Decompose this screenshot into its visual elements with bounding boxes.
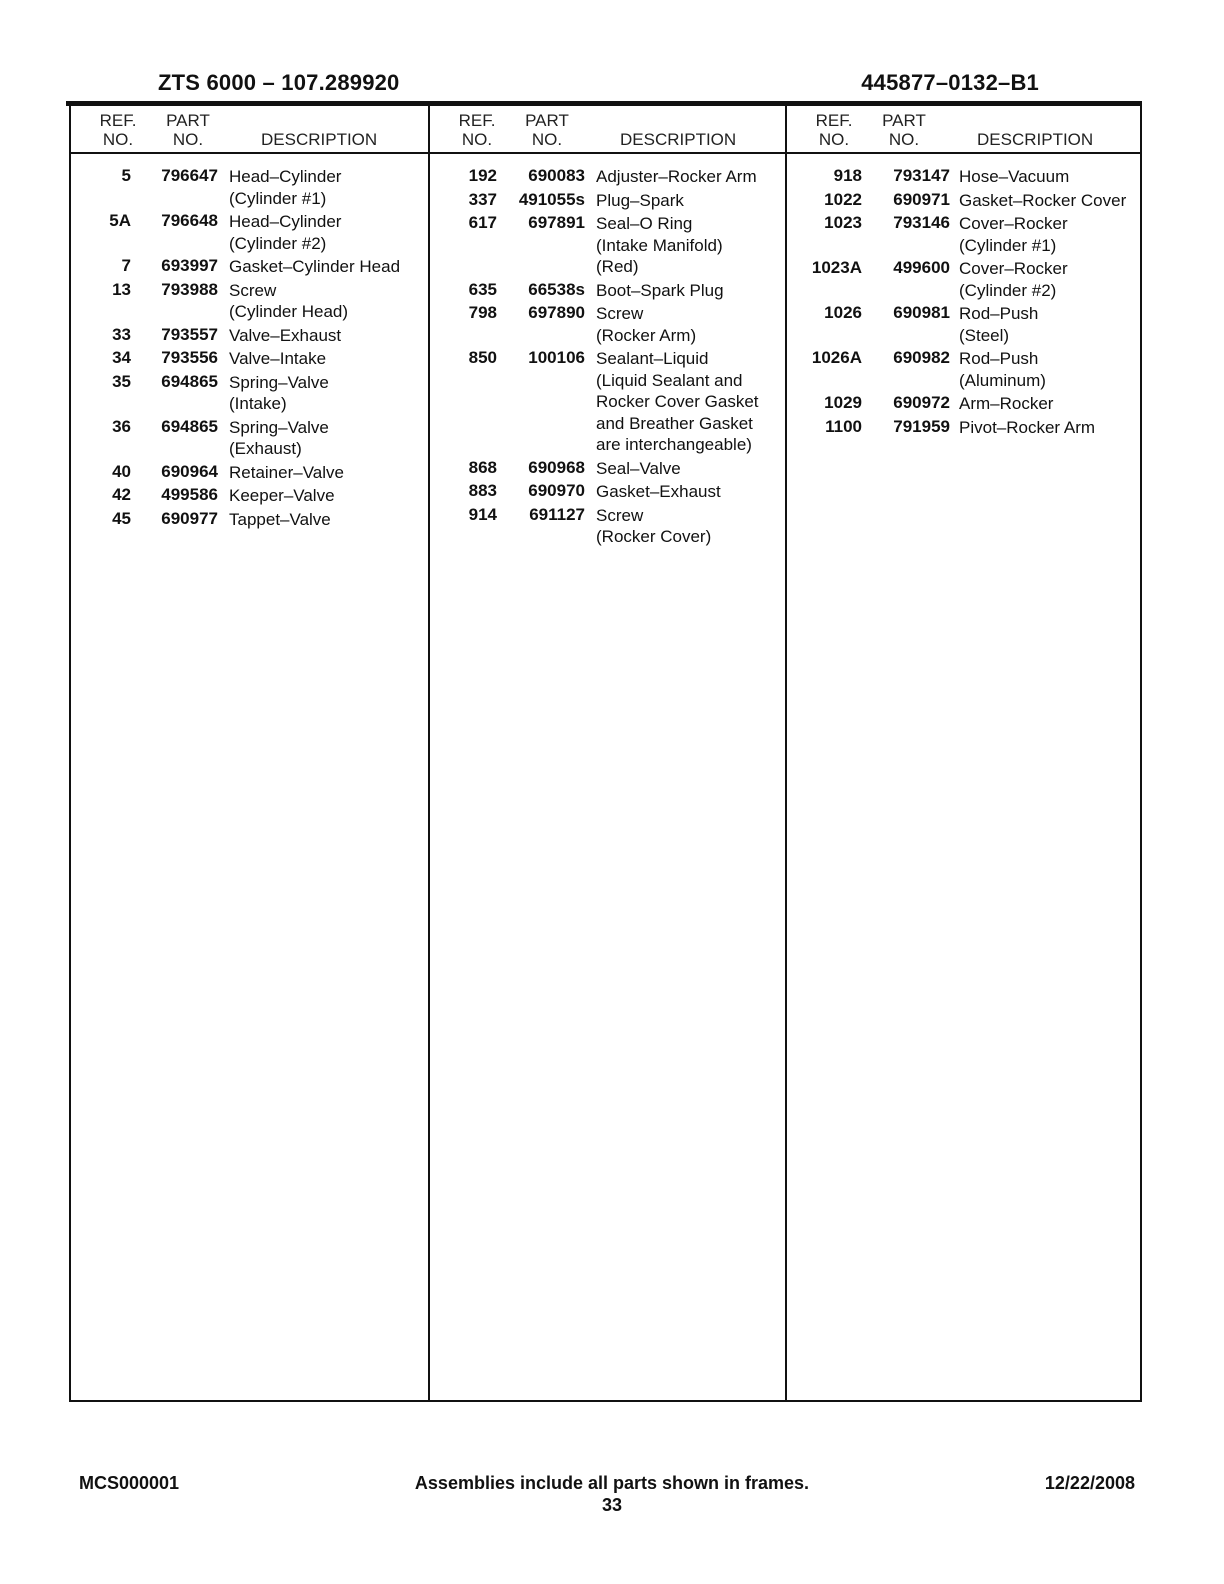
description-line: (Cylinder #2) bbox=[229, 233, 327, 253]
part-description bbox=[229, 372, 428, 415]
part-description bbox=[229, 211, 428, 254]
description-line: Gasket–Cylinder Head bbox=[229, 257, 401, 276]
description-line: Cover–Rocker bbox=[959, 214, 1068, 233]
column-header bbox=[71, 106, 428, 154]
description-line: Arm–Rocker bbox=[959, 394, 1054, 413]
description-line: (Steel) bbox=[959, 325, 1010, 345]
table-row bbox=[71, 372, 428, 415]
part-description bbox=[959, 258, 1140, 301]
description-line: Hose–Vacuum bbox=[959, 167, 1070, 186]
part-no-header: PART NO. bbox=[525, 111, 569, 149]
part-no: 793988 bbox=[161, 279, 218, 299]
part-no: 499586 bbox=[161, 485, 218, 504]
ref-no: 337 bbox=[468, 189, 497, 209]
part-no: 690968 bbox=[528, 457, 585, 477]
description-line: (Aluminum) bbox=[959, 370, 1046, 390]
part-no: 796647 bbox=[161, 166, 218, 185]
part-description bbox=[959, 303, 1140, 346]
ref-no: 35 bbox=[112, 371, 131, 391]
part-description bbox=[596, 348, 785, 456]
part-description bbox=[229, 417, 428, 460]
part-no: 100106 bbox=[528, 348, 585, 367]
part-description bbox=[596, 213, 785, 278]
table-row bbox=[71, 280, 428, 323]
table-row bbox=[71, 256, 428, 278]
column-header bbox=[430, 106, 785, 154]
ref-no: 1029 bbox=[824, 393, 862, 412]
part-description bbox=[959, 190, 1140, 212]
table-row bbox=[787, 166, 1140, 188]
ref-no: 635 bbox=[468, 279, 497, 299]
part-no: 690970 bbox=[528, 481, 585, 500]
ref-no: 7 bbox=[121, 256, 131, 275]
description-line: (Red) bbox=[596, 257, 639, 276]
description-line: Spring–Valve bbox=[229, 372, 329, 392]
description-line: Boot–Spark Plug bbox=[596, 280, 724, 300]
table-row bbox=[71, 462, 428, 484]
description-header: DESCRIPTION bbox=[620, 130, 737, 149]
description-line: Retainer–Valve bbox=[229, 462, 344, 482]
ref-no: 1026 bbox=[824, 303, 862, 322]
part-no: 793147 bbox=[893, 166, 950, 185]
parts-table bbox=[69, 106, 1142, 1402]
description-line: (Cylinder #2) bbox=[959, 280, 1057, 300]
ref-no: 192 bbox=[468, 166, 497, 185]
ref-no: 868 bbox=[468, 457, 497, 477]
part-description bbox=[596, 505, 785, 548]
part-no: 694865 bbox=[161, 416, 218, 436]
part-no: 690964 bbox=[161, 461, 218, 481]
description-line: Plug–Spark bbox=[596, 190, 684, 210]
ref-no: 914 bbox=[468, 504, 497, 524]
part-no: 793557 bbox=[161, 324, 218, 344]
part-description bbox=[596, 481, 785, 503]
ref-no: 42 bbox=[112, 485, 131, 504]
description-line: and Breather Gasket bbox=[596, 413, 753, 433]
description-line: Adjuster–Rocker Arm bbox=[596, 167, 757, 186]
part-no: 791959 bbox=[893, 416, 950, 436]
part-description bbox=[596, 166, 785, 188]
part-no: 796648 bbox=[161, 211, 218, 230]
description-line: Cover–Rocker bbox=[959, 259, 1068, 278]
table-row bbox=[430, 213, 785, 278]
ref-no: 798 bbox=[468, 303, 497, 322]
ref-no: 1023 bbox=[824, 213, 862, 232]
part-no: 793146 bbox=[893, 213, 950, 232]
description-line: Valve–Exhaust bbox=[229, 325, 342, 345]
table-row bbox=[71, 325, 428, 347]
ref-no-header: REF. NO. bbox=[815, 111, 853, 149]
description-line: Screw bbox=[596, 304, 644, 323]
table-row bbox=[71, 348, 428, 370]
ref-no: 45 bbox=[112, 508, 131, 528]
part-no: 690977 bbox=[161, 508, 218, 528]
table-row bbox=[71, 211, 428, 254]
table-row bbox=[787, 303, 1140, 346]
parts-column-2 bbox=[430, 106, 787, 1400]
model-title: ZTS 6000 – 107.289920 bbox=[158, 70, 400, 95]
description-line: (Rocker Arm) bbox=[596, 325, 697, 345]
table-row bbox=[430, 505, 785, 548]
parts-rows bbox=[430, 166, 785, 550]
part-description bbox=[596, 190, 785, 212]
ref-no-header: REF. NO. bbox=[99, 111, 137, 149]
table-row bbox=[71, 509, 428, 531]
ref-no: 1023A bbox=[811, 258, 862, 277]
part-description bbox=[959, 213, 1140, 256]
table-row bbox=[787, 213, 1140, 256]
ref-no: 850 bbox=[468, 348, 497, 367]
description-line: Sealant–Liquid bbox=[596, 349, 709, 368]
table-row bbox=[787, 393, 1140, 415]
part-no: 697890 bbox=[528, 303, 585, 322]
description-line: Rod–Push bbox=[959, 304, 1039, 323]
table-row bbox=[430, 458, 785, 480]
part-no-header: PART NO. bbox=[166, 111, 210, 149]
ref-no: 617 bbox=[468, 213, 497, 232]
part-description bbox=[959, 166, 1140, 188]
ref-no: 1100 bbox=[825, 416, 862, 436]
description-line: Seal–Valve bbox=[596, 458, 681, 478]
part-no: 690972 bbox=[893, 393, 950, 412]
part-description bbox=[229, 462, 428, 484]
ref-no: 13 bbox=[112, 279, 131, 299]
table-row bbox=[430, 280, 785, 302]
description-line: (Exhaust) bbox=[229, 439, 302, 458]
part-description bbox=[229, 509, 428, 531]
parts-rows bbox=[71, 166, 428, 532]
ref-no: 40 bbox=[112, 461, 131, 481]
description-line: Head–Cylinder bbox=[229, 212, 342, 231]
table-row bbox=[71, 417, 428, 460]
ref-no: 1022 bbox=[824, 189, 862, 209]
description-line: (Cylinder #1) bbox=[229, 188, 327, 208]
part-no: 491055s bbox=[518, 189, 585, 209]
part-description bbox=[596, 458, 785, 480]
description-line: (Liquid Sealant and bbox=[596, 370, 743, 390]
part-no: 690971 bbox=[893, 189, 950, 209]
document-code: 445877–0132–B1 bbox=[861, 70, 1039, 95]
part-description bbox=[229, 166, 428, 209]
footer-code: MCS000001 bbox=[79, 1473, 180, 1493]
part-description bbox=[959, 348, 1140, 391]
part-no-header: PART NO. bbox=[882, 111, 926, 149]
table-row bbox=[430, 303, 785, 346]
table-row bbox=[430, 190, 785, 212]
description-line: Rocker Cover Gasket bbox=[596, 392, 759, 411]
part-no: 499600 bbox=[893, 258, 950, 277]
part-description bbox=[959, 417, 1140, 439]
description-line: Screw bbox=[229, 280, 277, 300]
table-row bbox=[787, 417, 1140, 439]
footer-date: 12/22/2008 bbox=[1044, 1473, 1135, 1493]
footer-note: Assemblies include all parts shown in frames. bbox=[414, 1473, 810, 1493]
table-row bbox=[787, 348, 1140, 391]
part-no: 66538s bbox=[528, 279, 585, 299]
table-row bbox=[787, 190, 1140, 212]
ref-no: 33 bbox=[112, 324, 131, 344]
ref-no: 918 bbox=[833, 166, 862, 185]
description-line: (Intake) bbox=[229, 394, 287, 413]
description-line: Seal–O Ring bbox=[596, 214, 693, 233]
part-description bbox=[596, 280, 785, 302]
table-row bbox=[430, 481, 785, 503]
table-row bbox=[787, 258, 1140, 301]
description-line: (Cylinder #1) bbox=[959, 235, 1057, 255]
description-line: Valve–Intake bbox=[229, 349, 327, 368]
table-row bbox=[71, 166, 428, 209]
ref-no-header: REF. NO. bbox=[458, 111, 496, 149]
part-no: 690083 bbox=[528, 166, 585, 185]
part-description bbox=[229, 256, 428, 278]
table-row bbox=[430, 348, 785, 456]
part-no: 793556 bbox=[161, 348, 218, 367]
part-no: 693997 bbox=[161, 256, 218, 275]
description-line: Pivot–Rocker Arm bbox=[959, 417, 1096, 437]
description-line: (Intake Manifold) bbox=[596, 235, 723, 255]
part-no: 690981 bbox=[893, 303, 950, 322]
table-row bbox=[430, 166, 785, 188]
description-header: DESCRIPTION bbox=[977, 130, 1094, 149]
table-row bbox=[71, 485, 428, 507]
ref-no: 5 bbox=[121, 166, 131, 185]
description-line: Screw bbox=[596, 505, 644, 525]
description-line: Tappet–Valve bbox=[229, 509, 331, 529]
part-description bbox=[229, 348, 428, 370]
description-line: Head–Cylinder bbox=[229, 167, 342, 186]
part-no: 694865 bbox=[161, 371, 218, 391]
column-header bbox=[787, 106, 1140, 154]
part-description bbox=[959, 393, 1140, 415]
ref-no: 1026A bbox=[811, 348, 862, 367]
part-description bbox=[229, 485, 428, 507]
part-description bbox=[229, 325, 428, 347]
parts-column-3 bbox=[787, 106, 1140, 1400]
description-line: (Cylinder Head) bbox=[229, 302, 349, 321]
description-header: DESCRIPTION bbox=[261, 130, 378, 149]
part-description bbox=[229, 280, 428, 323]
parts-rows bbox=[787, 166, 1140, 440]
description-line: Gasket–Exhaust bbox=[596, 482, 721, 501]
part-no: 697891 bbox=[528, 213, 585, 232]
ref-no: 883 bbox=[468, 481, 497, 500]
part-description bbox=[596, 303, 785, 346]
description-line: Rod–Push bbox=[959, 349, 1039, 368]
ref-no: 5A bbox=[109, 211, 131, 230]
description-line: (Rocker Cover) bbox=[596, 527, 712, 546]
part-no: 690982 bbox=[893, 348, 950, 367]
description-line: Spring–Valve bbox=[229, 417, 329, 437]
parts-column-1 bbox=[71, 106, 430, 1400]
ref-no: 34 bbox=[112, 348, 131, 367]
description-line: are interchangeable) bbox=[596, 435, 752, 454]
part-no: 691127 bbox=[529, 504, 585, 524]
ref-no: 36 bbox=[112, 416, 131, 436]
description-line: Gasket–Rocker Cover bbox=[959, 190, 1127, 210]
page-number: 33 bbox=[601, 1495, 623, 1515]
description-line: Keeper–Valve bbox=[229, 486, 335, 505]
